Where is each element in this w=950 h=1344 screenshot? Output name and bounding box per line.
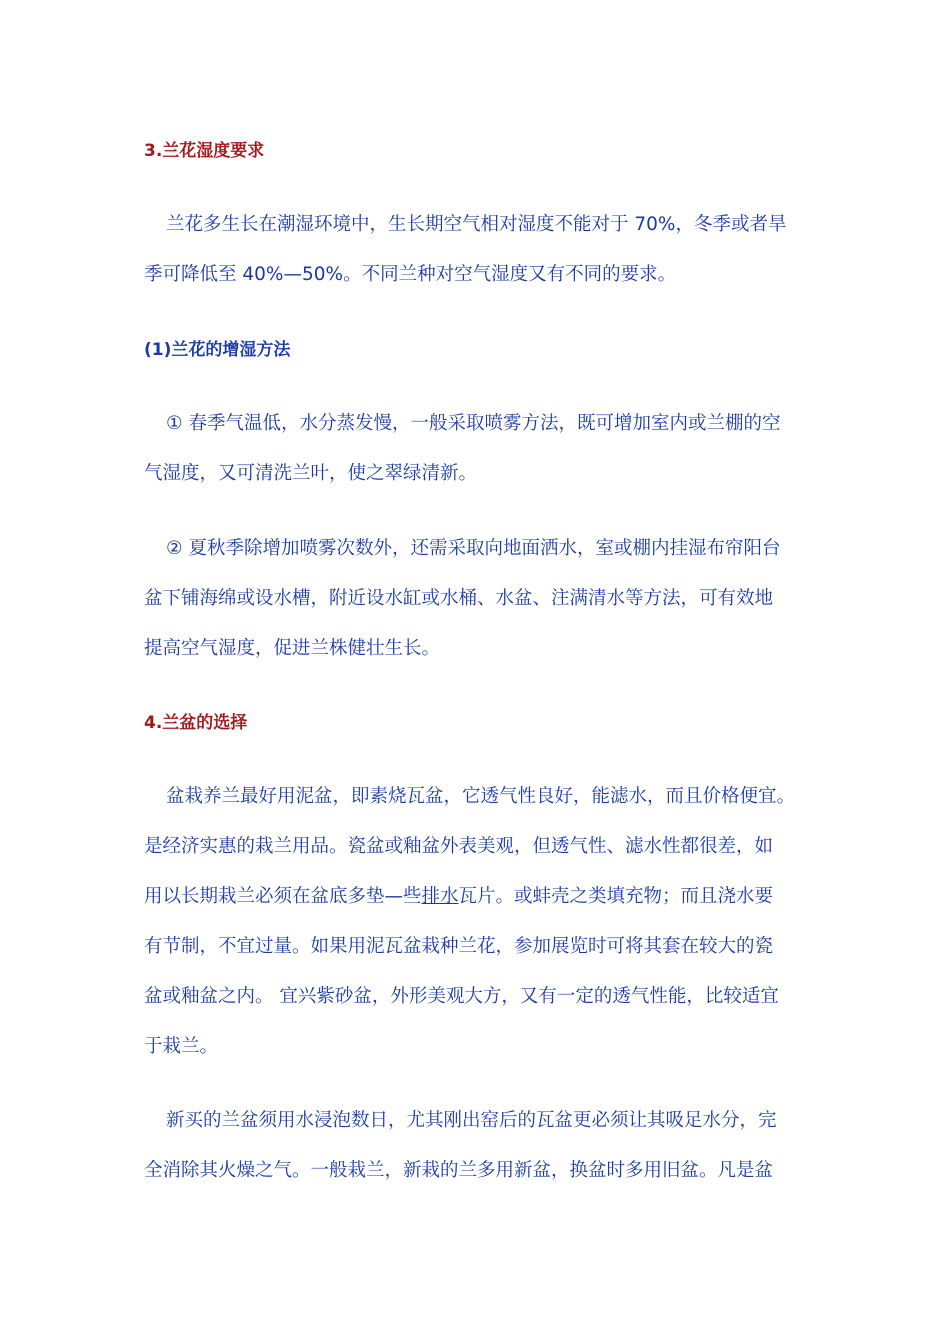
paragraph-pot-types (144, 772, 814, 1072)
text-line (144, 872, 814, 922)
text-line: ② 夏秋季除增加喷雾次数外，还需采取向地面洒水，室或棚内挂湿布帘阳台 (166, 538, 781, 559)
text-line: 兰花多生长在潮湿环境中，生长期空气相对湿度不能对于 70%，冬季或者旱 (166, 214, 787, 235)
text-fragment: 瓦片。或蚌壳之类填充物；而且浇水要 (458, 886, 774, 907)
text-line: 季可降低至 40%—50%。不同兰种对空气湿度又有不同的要求。 (144, 264, 677, 285)
text-line: 盆栽养兰最好用泥盆，即素烧瓦盆，它透气性良好，能滤水，而且价格便宜。 (166, 786, 796, 807)
text-line: 盆下铺海绵或设水槽，附近设水缸或水桶、水盆、注满清水等方法，可有效地 (144, 588, 774, 609)
text-line: ① 春季气温低，水分蒸发慢，一般采取喷雾方法，既可增加室内或兰棚的空 (166, 413, 781, 434)
text-line: 气湿度，又可清洗兰叶，使之翠绿清新。 (144, 463, 478, 484)
paragraph-summer-method (144, 524, 814, 674)
paragraph-humidity-intro (144, 200, 814, 300)
text-line: 新买的兰盆须用水浸泡数日，尤其刚出窑后的瓦盆更必须让其吸足水分，完 (166, 1110, 777, 1131)
paragraph-spring-method (144, 399, 814, 499)
subsection-heading-humidify-methods: (1)兰花的增湿方法 (144, 340, 291, 360)
text-line: 有节制，不宜过量。如果用泥瓦盆栽种兰花，参加展览时可将其套在较大的瓷 (144, 936, 774, 957)
section-heading-humidity: 3.兰花湿度要求 (144, 141, 265, 161)
text-line: 全消除其火燥之气。一般栽兰，新栽的兰多用新盆，换盆时多用旧盆。凡是盆 (144, 1160, 774, 1181)
text-line: 于栽兰。 (144, 1036, 219, 1057)
text-line: 是经济实惠的栽兰用品。瓷盆或釉盆外表美观，但透气性、滤水性都很差，如 (144, 836, 774, 857)
drainage-link[interactable]: 排水 (421, 886, 459, 907)
text-line: 盆或釉盆之内。 宜兴紫砂盆，外形美观大方，又有一定的透气性能，比较适宜 (144, 986, 779, 1007)
text-line: 提高空气湿度，促进兰株健壮生长。 (144, 638, 441, 659)
paragraph-new-pot-soaking (144, 1096, 814, 1196)
text-fragment: 用以长期栽兰必须在盆底多垫—些 (144, 886, 422, 907)
section-heading-pot-selection: 4.兰盆的选择 (144, 713, 248, 733)
